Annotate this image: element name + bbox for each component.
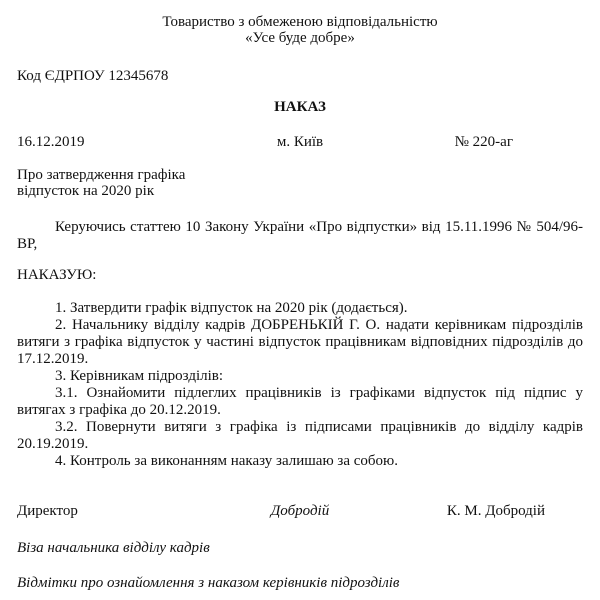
order-item-3-1: 3.1. Ознайомити підлеглих працівників із графіками відпусток під підпис у витягах з графіка до 20.12.2019.	[17, 385, 583, 418]
document-title: НАКАЗ	[274, 99, 326, 115]
document-subject	[17, 167, 583, 199]
visa-line: Віза начальника відділу кадрів	[17, 540, 210, 556]
order-items	[17, 300, 583, 470]
subject-line2: відпусток на 2020 рік	[17, 183, 155, 199]
acknowledgement-notes-line: Відмітки про ознайомлення з наказом керівників підрозділів	[17, 575, 400, 591]
signer-position: Директор	[17, 503, 78, 519]
organization-name-line1: Товариство з обмеженою відповідальністю	[162, 14, 438, 30]
order-item-2: 2. Начальнику відділу кадрів ДОБРЕНЬКІЙ Г. О. надати керівникам підрозділів витяги з графіка відпусток у частині відпусток працівникам відповідних підрозділів до 17.12.2019.	[17, 317, 583, 367]
preamble-paragraph: Керуючись статтею 10 Закону України «Про відпустки» від 15.11.1996 № 504/96-ВР,	[17, 219, 583, 252]
order-item-3-2: 3.2. Повернути витяги з графіка із підписами працівників до відділу кадрів 20.19.2019.	[17, 419, 583, 452]
document-meta-row	[17, 134, 583, 151]
order-item-4: 4. Контроль за виконанням наказу залишаю за собою.	[55, 453, 398, 469]
document-city: м. Київ	[276, 134, 324, 150]
organization-header	[17, 14, 583, 46]
document-number: № 220-аг	[454, 134, 513, 150]
signer-signature: Добродій	[270, 503, 330, 519]
order-item-1: 1. Затвердити графік відпусток на 2020 рік (додається).	[55, 300, 408, 316]
organization-name-line2: «Усе буде добре»	[245, 30, 355, 46]
order-item-3: 3. Керівникам підрозділів:	[55, 368, 224, 384]
signer-name: К. М. Добродій	[446, 503, 545, 519]
document-date: 16.12.2019	[17, 134, 85, 150]
organization-code: Код ЄДРПОУ 12345678	[17, 68, 169, 84]
subject-line1: Про затвердження графіка	[17, 167, 186, 183]
signature-row	[17, 503, 583, 520]
order-word: НАКАЗУЮ:	[17, 267, 97, 283]
